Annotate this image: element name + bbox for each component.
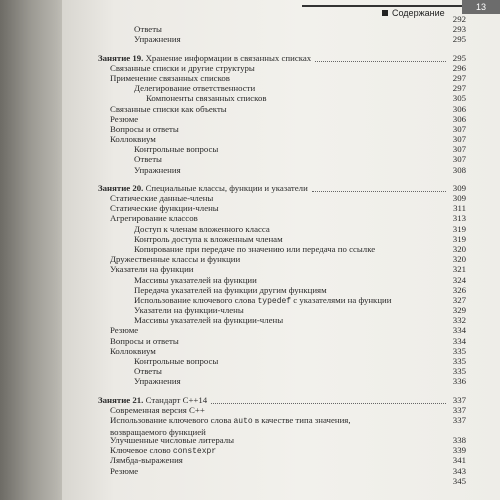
- toc-entry-title: Современная версия C++: [110, 404, 205, 415]
- toc-page-number: 319: [452, 223, 466, 234]
- toc-code-keyword: typedef: [257, 296, 292, 306]
- toc-page-number: 307: [452, 134, 466, 145]
- toc-entry: [98, 466, 466, 476]
- toc-entry-title: Компоненты связанных списков: [146, 93, 267, 104]
- toc-page-number: 297: [452, 72, 466, 83]
- toc-entry: [98, 104, 466, 114]
- toc-page-number: 319: [452, 233, 466, 244]
- toc-entry-title: Массивы указателей на функции: [134, 274, 257, 285]
- toc-entry: [98, 244, 466, 254]
- toc-entry-title: Контрольные вопросы: [134, 144, 219, 155]
- toc-chapter-label: Занятие 21.: [98, 394, 144, 405]
- toc-page-number: 309: [452, 193, 466, 203]
- toc-entry-title: Агрегирование классов: [110, 213, 198, 224]
- toc-page-number: 336: [452, 376, 466, 387]
- toc-entry-title: Коллоквиум: [110, 134, 156, 145]
- toc-entry: [98, 336, 466, 346]
- toc-leader-dots: [315, 60, 446, 62]
- toc-entry: [98, 295, 466, 305]
- toc-entry-title: Вопросы и ответы: [110, 335, 179, 346]
- book-spine-shadow: [0, 0, 70, 500]
- toc-text-part: с указателями на функции: [291, 294, 392, 305]
- toc-text-part: Ключевое слово: [110, 445, 173, 456]
- toc-entry: [98, 24, 466, 34]
- toc-page-number: 320: [452, 243, 466, 254]
- toc-page-number: 339: [452, 445, 466, 456]
- toc-entry: [98, 285, 466, 295]
- toc-chapter: [98, 183, 466, 193]
- toc-entry-title: Копирование при передаче по значению или передача по ссылке: [134, 243, 376, 254]
- toc-chapter-text: Специальные классы, функции и указатели: [145, 182, 308, 193]
- toc-page-number: 307: [452, 123, 466, 134]
- toc-entry-title: Контроль доступа к вложенным членам: [134, 233, 283, 244]
- toc-page-number: 309: [452, 182, 466, 193]
- toc-entry: [98, 193, 466, 203]
- toc-page-number: 338: [452, 434, 466, 445]
- toc-entry: [98, 455, 466, 465]
- toc-page-number: 326: [452, 284, 466, 295]
- toc-entry: [98, 445, 466, 455]
- toc-page-number: 335: [452, 366, 466, 377]
- toc-entry: [98, 366, 466, 376]
- toc-entry-title: Указатели на функции: [110, 264, 194, 275]
- toc-chapter-label: Занятие 20.: [98, 182, 144, 193]
- toc-page-number: 337: [452, 414, 466, 425]
- toc-entry-title: Массивы указателей на функции-члены: [134, 315, 284, 326]
- toc-entry: [98, 154, 466, 164]
- toc-page-number: 337: [452, 404, 466, 415]
- running-header-text: Содержание: [392, 8, 445, 18]
- toc-page-number: 307: [452, 154, 466, 165]
- toc-entry: [98, 315, 466, 325]
- toc-entry: [98, 305, 466, 315]
- toc-text-part: в качестве типа значения, возвращаемого функцией: [110, 414, 351, 437]
- toc-page-number: 343: [452, 465, 466, 476]
- chapter-spacer: [98, 387, 466, 395]
- chapter-spacer: [98, 175, 466, 183]
- toc-page-number: 327: [452, 294, 466, 305]
- toc-page-number: 337: [452, 394, 466, 405]
- toc-entry: [98, 224, 466, 234]
- toc-entry: [98, 405, 466, 415]
- toc-page-number: 306: [452, 113, 466, 124]
- toc-entry-title: Статические данные-члены: [110, 193, 214, 203]
- toc-page-number: 297: [452, 83, 466, 94]
- toc-chapter-title: [98, 183, 308, 193]
- toc-page-number: 305: [452, 93, 466, 104]
- toc-entry: [98, 144, 466, 154]
- toc-page-number: 296: [452, 62, 466, 73]
- toc-entry-title: Ответы: [134, 366, 162, 377]
- toc-entry-title: Применение связанных списков: [110, 72, 230, 83]
- toc-code-keyword: auto: [233, 416, 253, 426]
- toc-entry: [98, 435, 466, 445]
- toc-page-number: 293: [452, 24, 466, 35]
- toc-entry: [98, 356, 466, 366]
- toc-page-number: 306: [452, 103, 466, 114]
- toc-page-number: 313: [452, 213, 466, 224]
- toc-page-number: 295: [452, 52, 466, 63]
- toc-entry-title: Резюме: [110, 465, 139, 476]
- toc-entry: [98, 83, 466, 93]
- toc-entry: [98, 63, 466, 73]
- toc-entry-title: Лямбда-выражения: [110, 455, 183, 466]
- toc-entry: [98, 14, 466, 24]
- toc-chapter-label: Занятие 19.: [98, 52, 144, 63]
- toc-entry-title: Ответы: [134, 154, 162, 165]
- toc-page-number: 311: [453, 203, 466, 214]
- toc-entry: [98, 325, 466, 335]
- toc-entry-title: Улучшенные числовые литералы: [110, 434, 235, 445]
- page-number: 13: [462, 0, 500, 14]
- toc-page-number: 334: [452, 325, 466, 336]
- toc-page-number: 332: [452, 315, 466, 326]
- toc-entry-title: Связанные списки и другие структуры: [110, 62, 255, 73]
- toc-entry: [98, 264, 466, 274]
- toc-entry-title: Дружественные классы и функции: [110, 254, 241, 265]
- toc-entry-title: Упражнения: [134, 164, 181, 175]
- toc-entry-title: Делегирование ответственности: [134, 83, 256, 94]
- toc-page-number: 308: [452, 164, 466, 175]
- toc-entry: [98, 203, 466, 213]
- book-page: [62, 0, 500, 500]
- toc-page-number: 295: [452, 34, 466, 45]
- toc-chapter-text: Хранение информации в связанных списках: [145, 52, 312, 63]
- toc-entry: [98, 165, 466, 175]
- toc-entry-title: Доступ к членам вложенного класса: [134, 223, 270, 234]
- toc-entry-title: Резюме: [110, 113, 139, 124]
- toc-entry-title: Упражнения: [134, 376, 181, 387]
- toc-entry: [98, 234, 466, 244]
- toc-page-number: 321: [452, 264, 466, 275]
- toc-page-number: 345: [452, 475, 466, 486]
- toc-page-number: 320: [452, 254, 466, 265]
- toc-text-part: Использование ключевого слова: [110, 414, 234, 425]
- toc-code-keyword: constexpr: [172, 447, 217, 457]
- toc-entry-title: Указатели на функции-члены: [134, 305, 244, 316]
- toc-text-part: Использование ключевого слова: [134, 294, 258, 305]
- toc-entry: [98, 275, 466, 285]
- toc-leader-dots: [312, 190, 446, 192]
- toc-entry-title: Контрольные вопросы: [134, 356, 219, 366]
- toc-page-number: 341: [452, 455, 466, 466]
- toc-entry-title: Упражнения: [134, 34, 181, 45]
- toc-entry: [98, 73, 466, 83]
- toc-entry: [98, 114, 466, 124]
- toc-entry-title: Коллоквиум: [110, 345, 156, 356]
- toc-chapter: [98, 395, 466, 405]
- toc-chapter-title: [98, 53, 311, 63]
- toc-entry-title: [110, 415, 370, 437]
- toc-page-number: 334: [452, 335, 466, 346]
- toc-entry-title: Связанные списки как объекты: [110, 103, 227, 114]
- toc-entry: [98, 213, 466, 223]
- toc-entry-title: Статические функции-члены: [110, 203, 219, 214]
- toc-entry: [98, 415, 466, 435]
- toc-chapter-title: [98, 395, 207, 405]
- toc-entry-title: Передача указателей на функции другим функциям: [134, 284, 327, 295]
- toc-page-number: 292: [452, 14, 466, 24]
- toc-entry-title: Резюме: [110, 325, 139, 336]
- toc-leader-dots: [211, 402, 446, 404]
- toc-entry: [98, 346, 466, 356]
- toc-page-number: 329: [452, 305, 466, 316]
- toc-page-number: 335: [452, 356, 466, 366]
- toc-page-number: 324: [452, 274, 466, 285]
- toc-entry: [98, 254, 466, 264]
- chapter-spacer: [98, 45, 466, 53]
- toc-entry: [98, 476, 466, 486]
- toc-chapter-text: Стандарт C++14: [145, 394, 208, 405]
- toc-entry-title: Ответы: [134, 24, 162, 35]
- toc-entry-title: Вопросы и ответы: [110, 123, 179, 134]
- toc-entry: [98, 34, 466, 44]
- table-of-contents: [98, 14, 466, 486]
- toc-entry: [98, 124, 466, 134]
- toc-entry: [98, 376, 466, 386]
- toc-entry: [98, 93, 466, 103]
- toc-page-number: 307: [452, 144, 466, 155]
- toc-page-number: 335: [452, 345, 466, 356]
- toc-entry: [98, 134, 466, 144]
- toc-chapter: [98, 53, 466, 63]
